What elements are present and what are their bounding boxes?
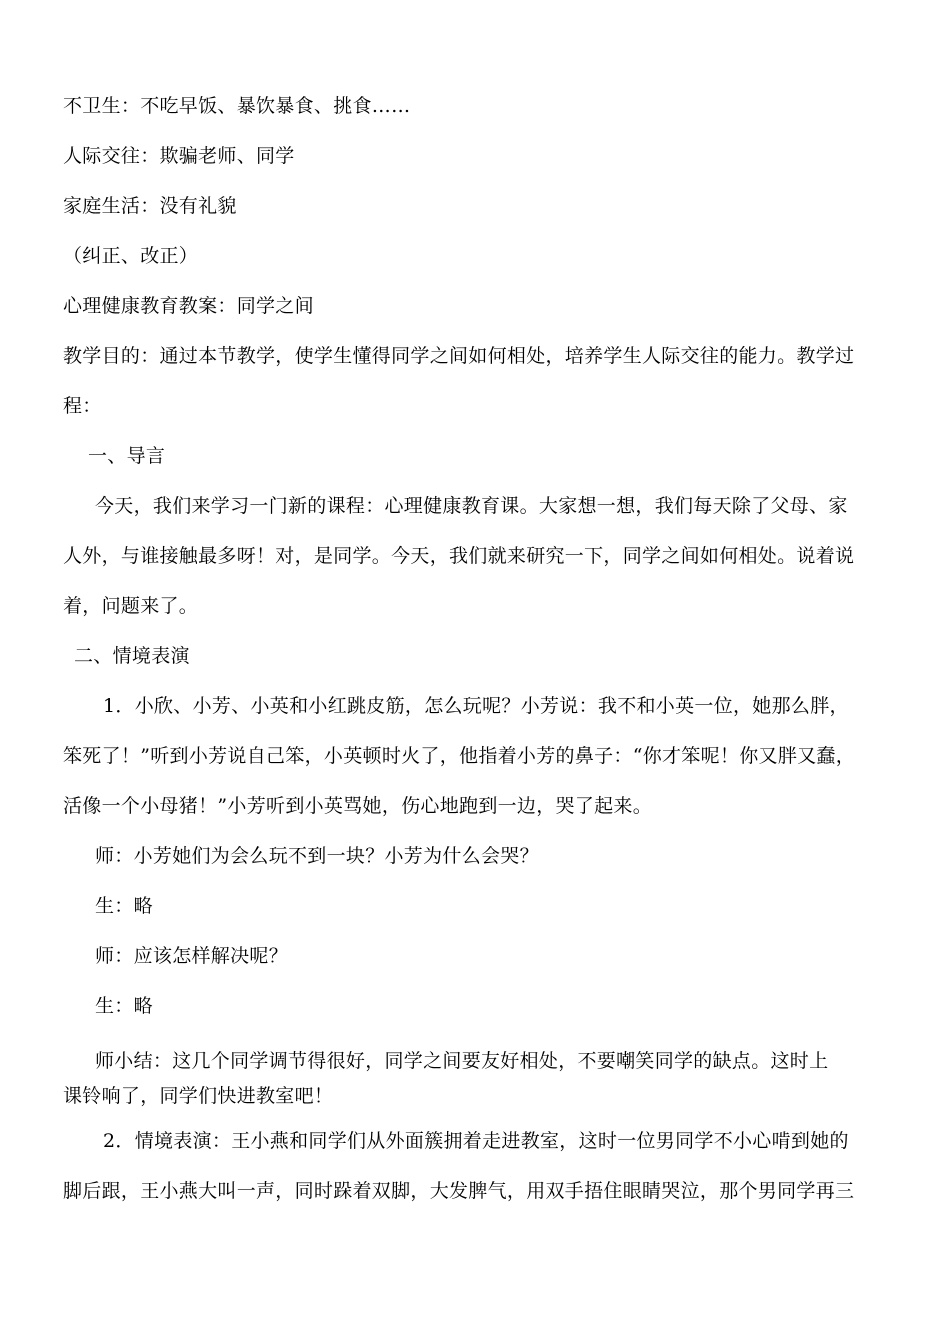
teacher-question-two: 师：应该怎样解决呢？: [95, 945, 289, 967]
lesson-title: 心理健康教育教案：同学之间: [63, 295, 314, 317]
text-line-unhygienic: 不卫生：不吃早饭、暴饮暴食、挑食……: [63, 95, 411, 117]
teacher-summary-line-1: 师小结：这几个同学调节得很好，同学之间要友好相处，不要嘲笑同学的缺点。这时上: [95, 1050, 829, 1072]
teacher-summary-line-2: 课铃响了，同学们快进教室吧！: [63, 1085, 334, 1107]
section-heading-role-play: 二、情境表演: [74, 645, 190, 667]
introduction-paragraph-line-2: 人外，与谁接触最多呀！对，是同学。今天，我们就来研究一下，同学之间如何相处。说着说: [63, 545, 855, 567]
section-heading-introduction: 一、导言: [88, 445, 166, 467]
scenario-two-line-2: 脚后跟，王小燕大叫一声，同时跺着双脚，大发脾气，用双手捂住眼睛哭泣，那个男同学再三: [63, 1180, 855, 1202]
teacher-question-one: 师：小芳她们为会么玩不到一块？小芳为什么会哭？: [95, 845, 539, 867]
text-line-correction-note: （纠正、改正）: [63, 245, 199, 267]
student-response-two: 生：略: [95, 995, 153, 1017]
text-line-interpersonal: 人际交往：欺骗老师、同学: [63, 145, 295, 167]
text-line-family-life: 家庭生活：没有礼貌: [63, 195, 237, 217]
teaching-goal-line-1: 教学目的：通过本节教学，使学生懂得同学之间如何相处，培养学生人际交往的能力。教学过: [63, 345, 855, 367]
teaching-goal-line-2: 程：: [63, 395, 102, 417]
scenario-one-line-2: 笨死了！”听到小芳说自己笨，小英顿时火了，他指着小芳的鼻子：“你才笨呢！你又胖又蠢，: [63, 745, 856, 767]
introduction-paragraph-line-3: 着，问题来了。: [63, 595, 199, 617]
scenario-one-line-3: 活像一个小母猪！”小芳听到小英骂她，伤心地跑到一边，哭了起来。: [63, 795, 653, 817]
scenario-one-line-1: 1．小欣、小芳、小英和小红跳皮筋，怎么玩呢？小芳说：我不和小英一位，她那么胖，: [103, 695, 849, 717]
student-response-one: 生：略: [95, 895, 153, 917]
introduction-paragraph-line-1: 今天，我们来学习一门新的课程：心理健康教育课。大家想一想，我们每天除了父母、家: [95, 495, 848, 517]
scenario-two-line-1: 2．情境表演：王小燕和同学们从外面簇拥着走进教室，这时一位男同学不小心啃到她的: [103, 1130, 849, 1152]
